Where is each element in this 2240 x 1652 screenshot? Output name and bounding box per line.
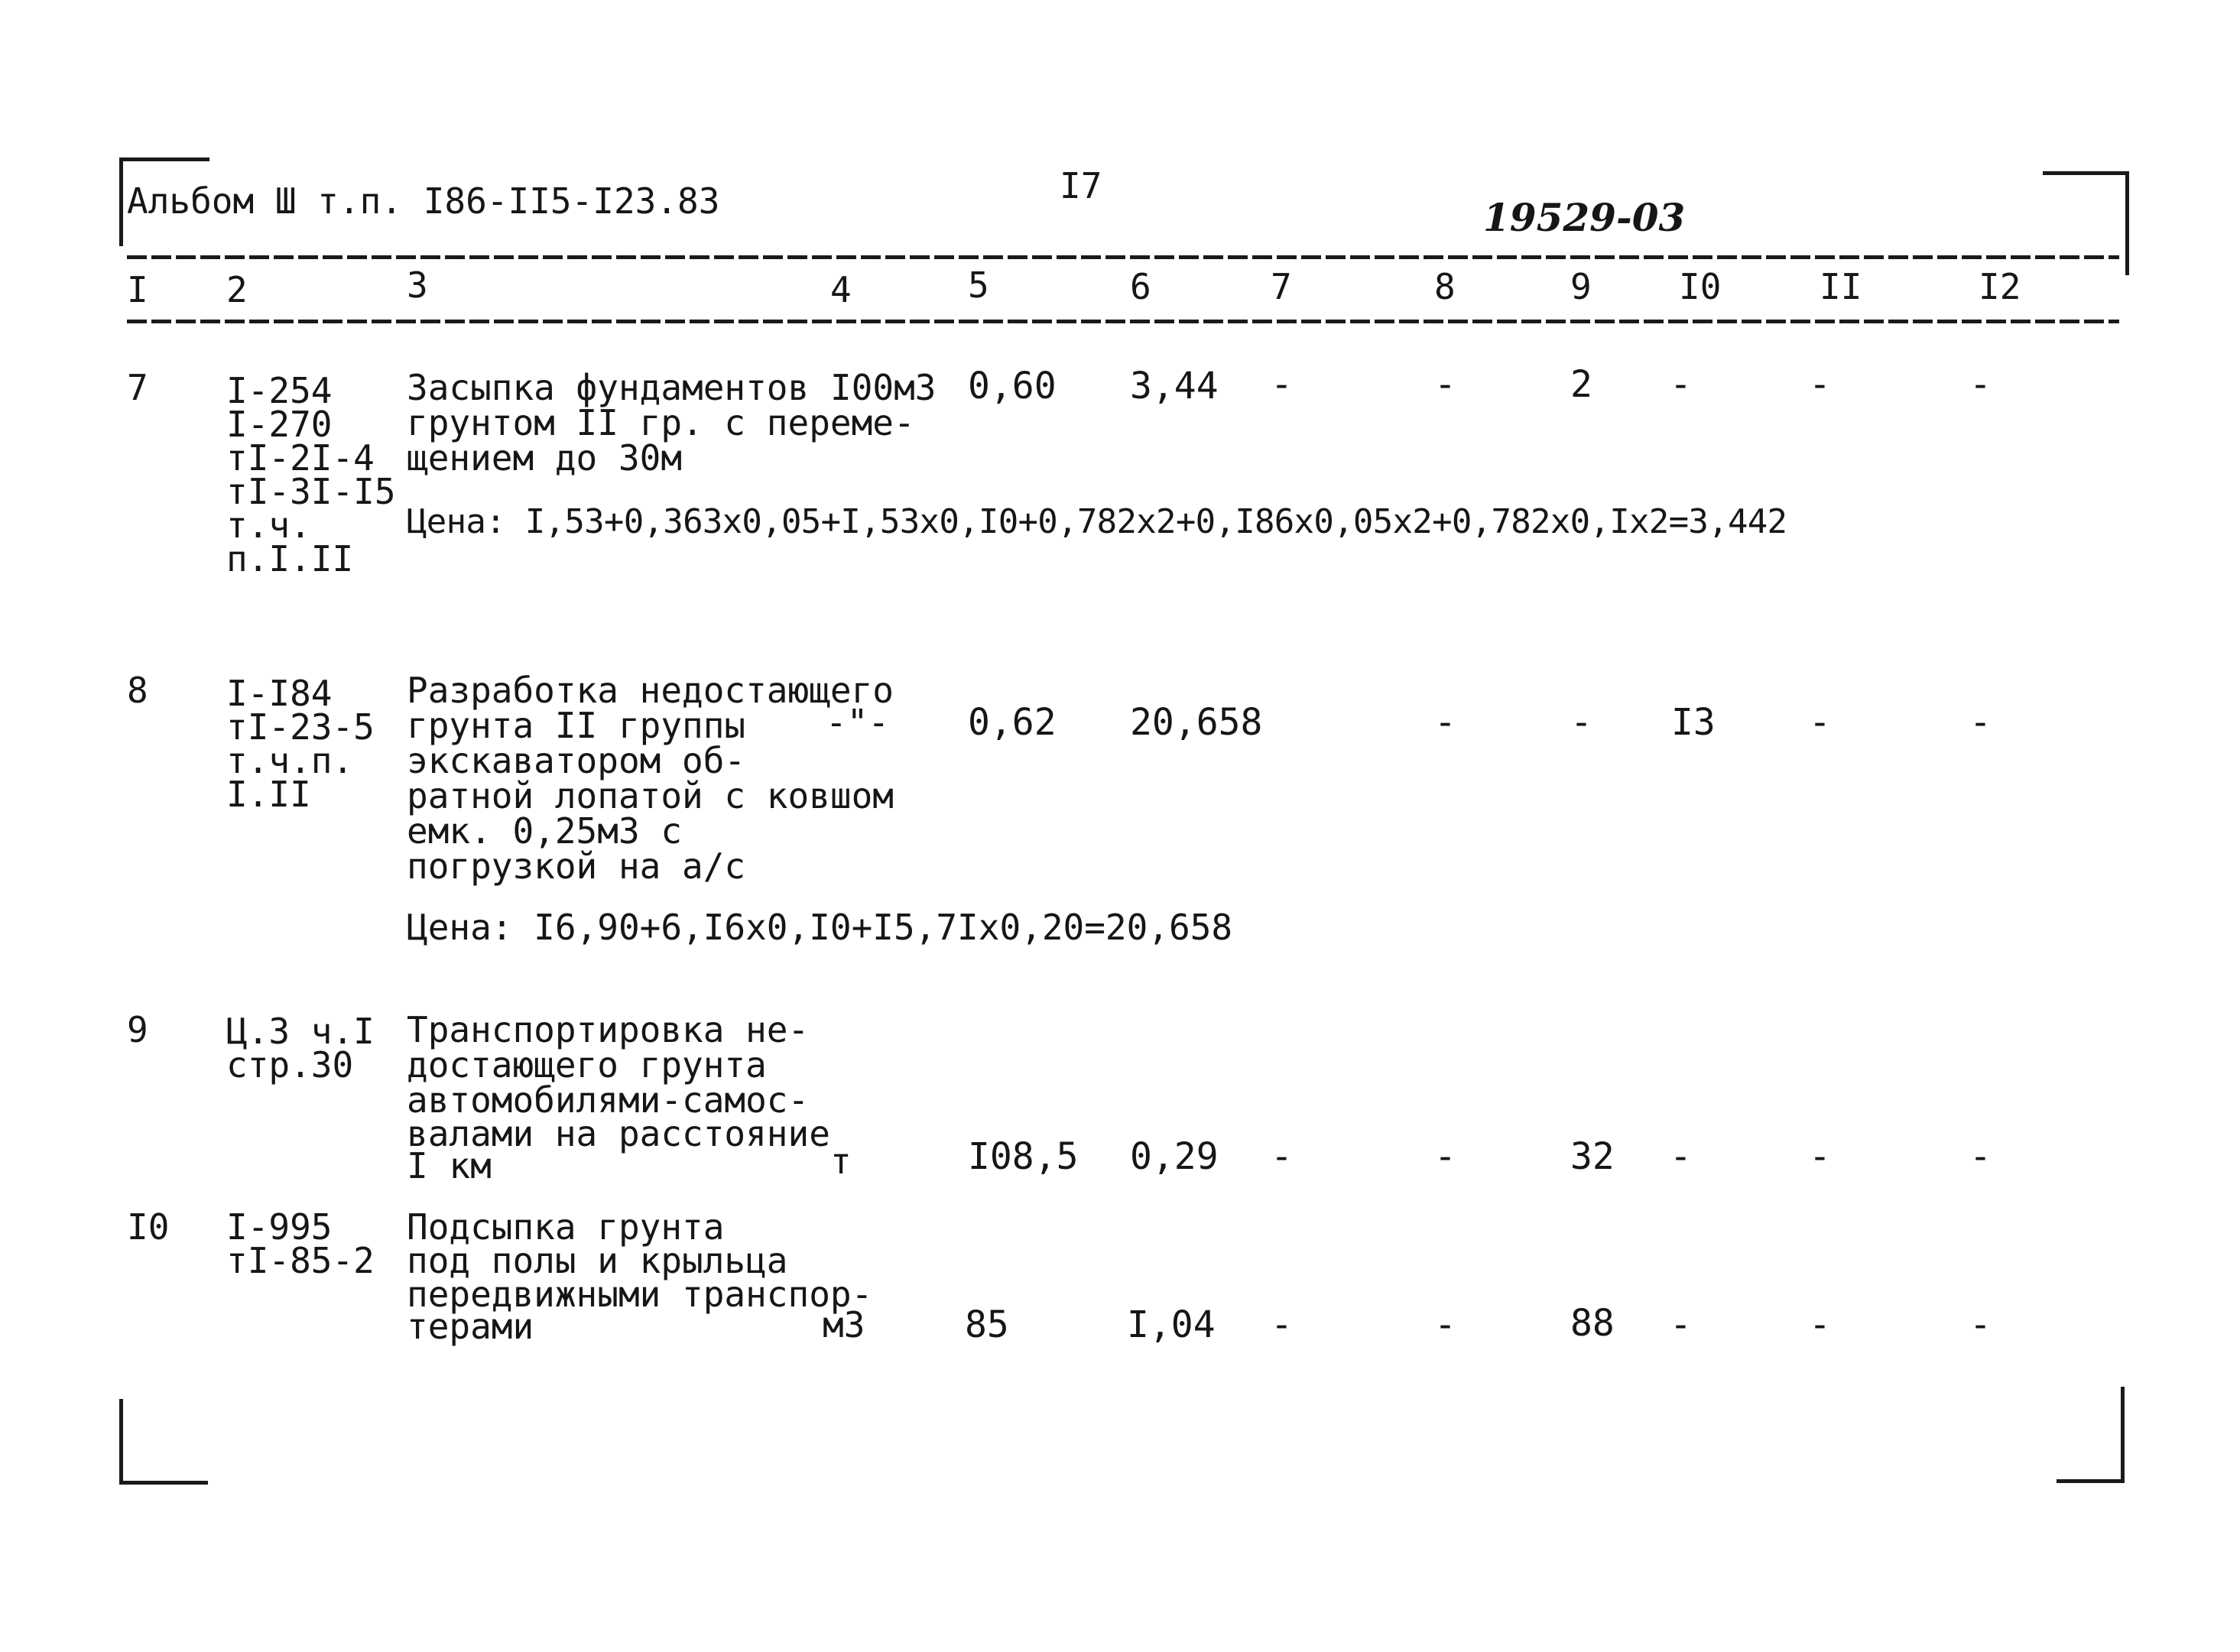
cell-col5: 0,60 bbox=[968, 365, 1057, 407]
row-number: 8 bbox=[127, 670, 148, 711]
page-number: I7 bbox=[1060, 165, 1102, 206]
row-number: I0 bbox=[127, 1206, 170, 1248]
cell-col10: - bbox=[1670, 363, 1692, 406]
unit-cell: м3 bbox=[823, 1304, 865, 1345]
code-line: стр.30 bbox=[226, 1044, 354, 1086]
code-line: тI-85-2 bbox=[226, 1240, 375, 1281]
cell-col6: 3,44 bbox=[1130, 365, 1219, 407]
description-line: валами на расстояние bbox=[407, 1113, 830, 1154]
code-line: I.II bbox=[226, 774, 311, 815]
frame-left-top bbox=[119, 157, 123, 246]
row-number: 7 bbox=[127, 367, 148, 408]
frame-top-right bbox=[2043, 171, 2128, 175]
col-header-2: 2 bbox=[226, 269, 248, 310]
frame-left-bottom bbox=[119, 1399, 123, 1485]
description-line: под полы и крыльца bbox=[407, 1240, 788, 1281]
cell-col10: - bbox=[1670, 1303, 1692, 1346]
document-code: 19529-03 bbox=[1483, 195, 1686, 240]
description-line: экскаватором об- bbox=[407, 740, 746, 781]
col-header-11: II bbox=[1820, 266, 1862, 307]
col-header-1: I bbox=[127, 269, 148, 310]
code-line: I-270 bbox=[226, 404, 333, 445]
code-line: I-254 bbox=[226, 370, 333, 411]
description-line: Засыпка фундаментов bbox=[407, 367, 810, 408]
description-line: грунта II группы bbox=[407, 705, 746, 746]
cell-col11: - bbox=[1809, 701, 1831, 744]
cell-col11: - bbox=[1809, 1303, 1831, 1346]
cell-col8: - bbox=[1434, 1135, 1456, 1178]
description-line: достающего грунта bbox=[407, 1044, 767, 1086]
col-header-12: I2 bbox=[1979, 266, 2021, 307]
frame-bottom-left bbox=[119, 1481, 208, 1485]
description-line: грунтом II гр. с переме- bbox=[407, 402, 915, 443]
cell-col7: - bbox=[1271, 1303, 1293, 1346]
header-rule-top bbox=[127, 255, 2119, 259]
cell-col8: - bbox=[1434, 363, 1456, 406]
cell-col9: 88 bbox=[1570, 1302, 1615, 1345]
cell-col5: 85 bbox=[965, 1303, 1009, 1346]
cell-col12: - bbox=[1969, 1303, 1992, 1346]
description-line: I км bbox=[407, 1145, 492, 1186]
cell-col11: - bbox=[1809, 1135, 1831, 1178]
description-line: автомобилями-самос- bbox=[407, 1079, 810, 1121]
cell-col8: - bbox=[1434, 1303, 1456, 1346]
cell-col6: 20,658 bbox=[1130, 701, 1263, 744]
cell-col9: 32 bbox=[1570, 1135, 1615, 1178]
code-line: т.ч.п. bbox=[226, 740, 354, 781]
cell-col8: - bbox=[1434, 701, 1456, 744]
code-line: п.I.II bbox=[226, 538, 354, 579]
cell-col7: - bbox=[1271, 1135, 1293, 1178]
code-line: т.ч. bbox=[226, 505, 311, 546]
cell-col11: - bbox=[1809, 363, 1831, 406]
col-header-10: I0 bbox=[1679, 266, 1722, 307]
cell-col10: - bbox=[1670, 1135, 1692, 1178]
col-header-5: 5 bbox=[968, 265, 989, 306]
code-line: I-I84 bbox=[226, 673, 333, 714]
description-line: Транспортировка не- bbox=[407, 1009, 810, 1050]
description-line: Разработка недостающего bbox=[407, 670, 894, 711]
cell-col12: - bbox=[1969, 701, 1992, 744]
frame-bottom-right bbox=[2057, 1479, 2124, 1483]
cell-col10: I3 bbox=[1671, 701, 1716, 744]
cell-col12: - bbox=[1969, 363, 1992, 406]
album-reference: Альбом Ш т.п. I86-II5-I23.83 bbox=[127, 180, 720, 222]
cell-col6: I,04 bbox=[1127, 1303, 1216, 1346]
cell-col7: - bbox=[1271, 363, 1293, 406]
code-line: тI-3I-I5 bbox=[226, 471, 396, 512]
cell-col5: I08,5 bbox=[968, 1135, 1079, 1178]
description-line: передвижными транспор- bbox=[407, 1274, 873, 1315]
description-line: ратной лопатой с ковшом bbox=[407, 775, 894, 816]
cell-col9: 2 bbox=[1570, 363, 1592, 406]
description-line: щением до 30м bbox=[407, 437, 683, 479]
col-header-9: 9 bbox=[1570, 266, 1592, 307]
frame-right-top bbox=[2125, 171, 2129, 275]
code-line: I-995 bbox=[226, 1206, 333, 1248]
row-number: 9 bbox=[127, 1009, 148, 1050]
cell-col12: - bbox=[1969, 1135, 1992, 1178]
price-formula: Цена: I6,90+6,I6x0,I0+I5,7Ix0,20=20,658 bbox=[407, 907, 1233, 948]
col-header-8: 8 bbox=[1434, 266, 1456, 307]
price-formula: Цена: I,53+0,363x0,05+I,53x0,I0+0,782x2+0,I86x0,05x2+0,782x0,Ix2=3,442 bbox=[407, 502, 1787, 541]
col-header-4: 4 bbox=[830, 269, 852, 310]
frame-right-bottom bbox=[2121, 1387, 2125, 1483]
frame-top-left bbox=[119, 157, 209, 161]
unit-cell: I00м3 bbox=[830, 367, 937, 408]
col-header-3: 3 bbox=[407, 265, 428, 306]
code-line: тI-2I-4 bbox=[226, 437, 375, 479]
description-line: Подсыпка грунта bbox=[407, 1206, 725, 1248]
description-line: емк. 0,25м3 с bbox=[407, 810, 683, 852]
cell-col9: - bbox=[1570, 701, 1592, 744]
description-line: погрузкой на а/с bbox=[407, 845, 746, 887]
cell-col6: 0,29 bbox=[1130, 1135, 1219, 1178]
col-header-6: 6 bbox=[1130, 266, 1151, 307]
col-header-7: 7 bbox=[1271, 266, 1292, 307]
unit-cell: -"- bbox=[826, 702, 890, 743]
code-line: Ц.3 ч.I bbox=[226, 1011, 375, 1052]
cell-col5: 0,62 bbox=[968, 701, 1057, 744]
code-line: тI-23-5 bbox=[226, 706, 375, 748]
unit-cell: т bbox=[830, 1141, 852, 1182]
header-rule-bottom bbox=[127, 320, 2119, 323]
description-line: терами bbox=[407, 1306, 534, 1347]
